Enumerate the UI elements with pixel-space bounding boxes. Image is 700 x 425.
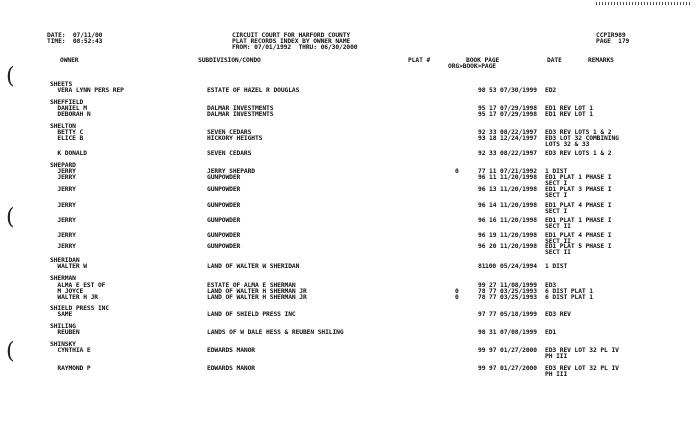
row-owner: RAYMOND P [50,365,91,372]
row-owner: SHEPARD [50,162,76,169]
tractor-feed-perforation [596,2,692,5]
row-remarks: ED3 REV [545,311,571,318]
row-owner: SHEFFIELD [50,99,84,106]
report-date: DATE: 07/11/00 [47,32,103,39]
row-remarks: SECT I [545,192,568,199]
row-remarks: SECT I [545,180,568,187]
row-subdivision: LANDS OF W DALE HESS & REUBEN SHILING [207,329,344,336]
row-remarks: SECT II [545,238,571,245]
row-book: 78 [478,288,486,295]
row-remarks: ED1 PLAT 3 PHASE I [545,186,612,193]
row-date: 08/22/1997 [500,150,537,157]
row-date: 12/24/1997 [500,135,537,142]
report-range: FROM: 07/01/1992 THRU: 06/30/2000 [232,44,358,51]
row-page: 77 [489,294,497,301]
row-book: 96 [478,202,486,209]
row-page: 19 [489,232,497,239]
row-owner: SHIELD PRESS INC [50,305,110,312]
row-book: 96 [478,186,486,193]
binder-hole: ( [6,339,15,364]
row-date: 07/29/1998 [500,111,537,118]
row-book: 78 [478,294,486,301]
row-remarks: ED3 [545,282,557,289]
row-remarks: ED3 LOT 32 COMBINING [545,135,619,142]
row-owner: BETTY C [50,129,84,136]
row-remarks: ED1 PLAT 4 PHASE I [545,202,612,209]
row-remarks: ED1 PLAT 5 PHASE I [545,243,612,250]
row-plat: 0 [455,168,459,175]
row-date: 11/20/1998 [500,202,537,209]
row-owner: SAME [50,311,73,318]
row-owner: CYNTHIA E [50,347,91,354]
row-remarks: ED1 PLAT 1 PHASE I [545,217,612,224]
row-book: 92 [478,150,486,157]
row-book: 96 [478,217,486,224]
row-subdivision: LAND OF SHIELD PRESS INC [207,311,296,318]
row-page: 14 [489,202,497,209]
row-date: 07/29/1998 [500,105,537,112]
row-owner: JERRY [50,186,76,193]
row-owner: SHELTON [50,123,76,130]
row-subdivision: ESTATE OF ALMA E SHERMAN [207,282,296,289]
row-subdivision: EDWARDS MANOR [207,365,255,372]
row-owner: JERRY [50,168,76,175]
row-subdivision: GUNPOWDER [207,174,241,181]
row-owner: SHILING [50,323,76,330]
row-subdivision: HICKORY HEIGHTS [207,135,263,142]
row-page: 18 [489,135,497,142]
row-page: 33 [489,150,497,157]
row-date: 07/30/1999 [500,87,537,94]
row-remarks: LOTS 32 & 33 [545,141,590,148]
row-date: 11/20/1998 [500,174,537,181]
row-book: 99 [478,365,486,372]
row-book: 99 [478,347,486,354]
row-date: 01/27/2000 [500,365,537,372]
row-subdivision: GUNPOWDER [207,232,241,239]
row-remarks: SECT II [545,223,571,230]
row-book: 96 [478,174,486,181]
row-date: 11/20/1998 [500,232,537,239]
binder-hole: ( [6,64,15,89]
row-page: 97 [489,347,497,354]
row-date: 08/22/1997 [500,129,537,136]
row-book: 81 [478,263,486,270]
row-owner: SHINSKY [50,341,76,348]
row-subdivision: SEVEN CEDARS [207,129,252,136]
row-date: 05/18/1999 [500,311,537,318]
row-subdivision: LAND OF WALTER H SHERMAN JR [207,288,307,295]
row-owner: SHERMAN [50,275,76,282]
row-page: 17 [489,111,497,118]
row-owner: WALTER W [50,263,87,270]
col-date: DATE [547,57,562,64]
row-page: 11 [489,174,497,181]
row-page: 20 [489,243,497,250]
row-date: 03/25/1993 [500,288,537,295]
row-book: 95 [478,111,486,118]
row-remarks: PH III [545,353,568,360]
row-remarks: ED3 REV LOTS 1 & 2 [545,150,612,157]
row-remarks: ED1 PLAT 4 PHASE I [545,232,612,239]
row-remarks: ED3 REV LOT 32 PL IV [545,365,619,372]
report-id: CCPIR989 [596,32,626,39]
row-page: 16 [489,217,497,224]
col-org-book-page: ORG>BOOK>PAGE [448,63,496,70]
row-date: 01/27/2000 [500,347,537,354]
row-subdivision: LAND OF WALTER W SHERIDAN [207,263,300,270]
page-indicator [596,39,629,45]
row-remarks: ED1 REV LOT 1 [545,111,593,118]
report-title: PLAT RECORDS INDEX BY OWNER NAME [232,38,351,45]
col-subdivision: SUBDIVISION/CONDO [198,57,261,64]
row-page: 31 [489,329,497,336]
row-page: 27 [489,282,497,289]
row-page: 13 [489,186,497,193]
row-owner: M JOYCE [50,288,84,295]
row-owner: ALMA E EST OF [50,282,106,289]
row-date: 07/21/1992 [500,168,537,175]
row-book: 93 [478,135,486,142]
row-remarks: ED3 REV LOTS 1 & 2 [545,129,612,136]
row-plat: 0 [455,294,459,301]
row-owner: DANIEL M [50,105,87,112]
row-owner: JERRY [50,232,76,239]
row-remarks: SECT I [545,208,568,215]
row-owner: VERA LYNN PERS REP [50,87,124,94]
row-subdivision: SEVEN CEDARS [207,150,252,157]
row-owner: K DONALD [50,150,87,157]
row-remarks: 6 DIST PLAT 1 [545,288,593,295]
row-page: 100 [485,263,497,270]
row-subdivision: DALMAR INVESTMENTS [207,111,274,118]
col-book-page: BOOK PAGE [466,57,500,64]
row-remarks: ED1 REV LOT 1 [545,105,593,112]
row-book: 95 [478,105,486,112]
col-plat: PLAT # [408,57,431,64]
row-book: 97 [478,311,486,318]
row-subdivision: GUNPOWDER [207,202,241,209]
row-owner: DEBORAH N [50,111,91,118]
row-book: 96 [478,232,486,239]
row-remarks: ED2 [545,87,557,94]
row-remarks: ED1 [545,329,557,336]
page-number: 179 [618,38,630,45]
row-remarks: 6 DIST PLAT 1 [545,294,593,301]
row-book: 98 [478,329,486,336]
row-date: 11/08/1999 [500,282,537,289]
row-page: 77 [489,288,497,295]
row-date: 03/25/1993 [500,294,537,301]
binder-hole: ( [6,205,15,230]
row-owner: JERRY [50,243,76,250]
row-book: 96 [478,243,486,250]
row-owner: REUBEN [50,329,80,336]
row-book: 77 [478,168,486,175]
row-date: 05/24/1994 [500,263,537,270]
row-owner: ELICE B [50,135,84,142]
row-page: 77 [489,311,497,318]
court-name: CIRCUIT COURT FOR HARFORD COUNTY [232,32,351,39]
row-owner: WALTER H JR [50,294,98,301]
row-date: 11/20/1998 [500,243,537,250]
row-subdivision: DALMAR INVESTMENTS [207,105,274,112]
row-owner: JERRY [50,174,76,181]
row-remarks: 1 DIST [545,263,568,270]
row-page: 53 [489,87,497,94]
row-subdivision: GUNPOWDER [207,186,241,193]
col-remarks: REMARKS [588,57,614,64]
row-remarks: PH III [545,371,568,378]
row-date: 11/20/1998 [500,217,537,224]
row-owner: SHERIDAN [50,257,80,264]
row-date: 07/08/1999 [500,329,537,336]
row-page: 97 [489,365,497,372]
row-page: 33 [489,129,497,136]
row-subdivision: GUNPOWDER [207,217,241,224]
row-owner: SHEETS [50,81,73,88]
row-remarks: 1 DIST [545,168,568,175]
row-date: 11/20/1998 [500,186,537,193]
row-book: 99 [478,282,486,289]
row-book: 92 [478,129,486,136]
row-subdivision: ESTATE OF HAZEL R DOUGLAS [207,87,300,94]
row-remarks: ED1 PLAT 1 PHASE I [545,174,612,181]
row-plat: 0 [455,288,459,295]
row-page: 11 [489,168,497,175]
row-book: 98 [478,87,486,94]
row-owner: JERRY [50,202,76,209]
col-owner: OWNER [60,57,79,64]
row-remarks: ED3 REV LOT 32 PL IV [545,347,619,354]
row-owner: JERRY [50,217,76,224]
page-label: PAGE [596,38,611,45]
row-subdivision: JERRY SHEPARD [207,168,255,175]
row-remarks: SECT II [545,249,571,256]
row-subdivision: EDWARDS MANOR [207,347,255,354]
row-page: 17 [489,105,497,112]
row-subdivision: GUNPOWDER [207,243,241,250]
report-time: TIME: 08:52:43 [47,38,103,45]
row-subdivision: LAND OF WALTER H SHERMAN JR [207,294,307,301]
